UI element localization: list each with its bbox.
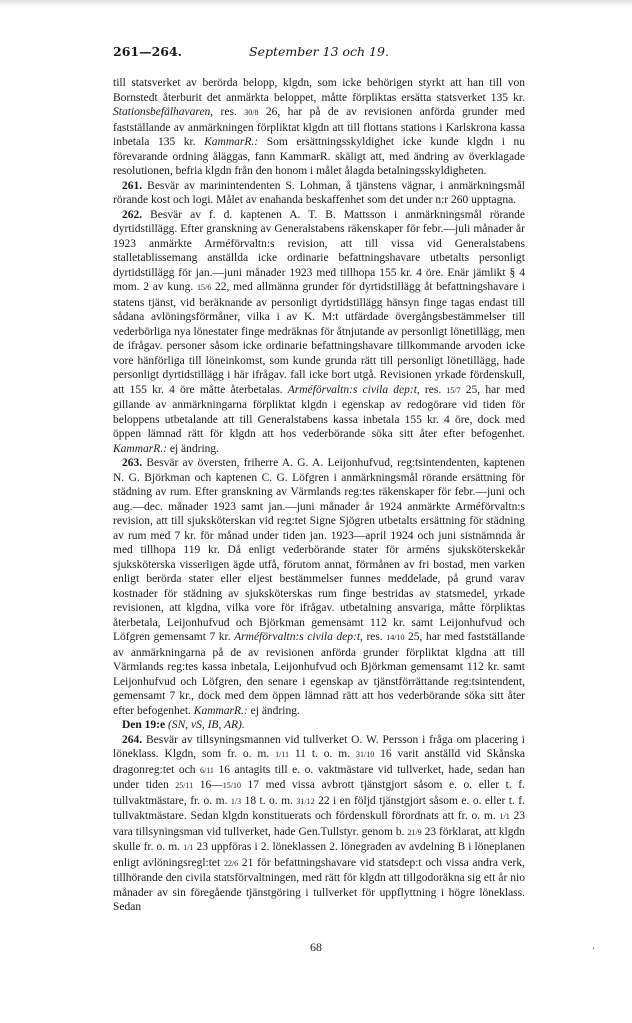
section-heading — [113, 718, 525, 733]
text-run: Besvär av översten, friherre A. G. A. Leijonhufvud, reg:tsintendenten, kaptenen N. G. Björkman och kaptenen C. G. Löfgren i anmärkningsmål rörande ersättning för städning av rum. Efter granskning av Värmlands reg:tes räkenskaper för febr.—juni och aug.—dec. månader 1923 samt jan.—juni månader år 1924 anmärkte Arméförvaltn:s revision, att till sjuksköterskan vid reg:tet Signe Sjögren utbetalts ersättning för städning av rum med 7 kr. för månad under tiden jan. 1923—april 1924 och juni sistnämnda år med tillhopa 119 kr. Då enligt vederbörande stater för arméns sjuksköterskekår sjuksköterska visserligen ägde utfå, förutom annat, förmånen av fri bostad, men varken enligt berörda stater eller eljest bestämmelser funnes meddelade, på grund varav kostnader för städning av sjuksköterskas rum finge bestridas av statsmedel, yrkade revisionen, att klgdna, vilka vore för ifrågav. utbetalning ansvariga, måtte förpliktas återbetala, Leijonhufvud och Björkman gemensamt 112 kr. samt Leijonhufvud och Löfgren gemensamt 7 kr. — [113, 457, 525, 643]
text-body — [113, 76, 525, 915]
header-date: September 13 och 19. — [249, 44, 389, 59]
case-number: 261. — [122, 179, 143, 192]
text-run: 21 för befattningshavare vid statsdep:t och vissa andra verk, tillhörande den civila statsförvaltningen, med rätt för klgdn att tillgodoräkna sig ett år nio månader av sin föregående tjänstgöring i tullverket för uppflyttning i högre löneklass. Sedan — [113, 856, 525, 913]
italic-run: Stationsbefälhavaren, — [113, 106, 214, 118]
running-header — [113, 44, 525, 64]
text-run: 23 vara tillsyningsman vid tullverket, hade Gen.Tullstyr. genom b. — [113, 810, 526, 838]
italic-run: Arméförvaltn:s civila dep:t, — [287, 383, 420, 396]
date-fraction: 31/12 — [296, 796, 315, 806]
paragraph-263 — [113, 456, 525, 718]
text-run: Besvär av f. d. kaptenen A. T. B. Mattsson i anmärkningsmål rörande dyrtidstillägg. Efter granskning av Generalstabens räkenskaper för febr.—juli månader år 1923 anmärkte Arméförvaltn:s revision, att till vissa vid Generalstabens stalletablissemang anställda icke ordinarie befattningshavare utbetalts personligt dyrtidstillägg för jan.—juni månader 1923 med tillhopa 155 kr. 4 öre. Enär jämlikt § 4 mom. 2 av kung. — [113, 208, 525, 293]
italic-run: KammarR.: — [113, 442, 167, 455]
text-run: res. — [419, 383, 447, 396]
text-run: 25, har med gillande av anmärkningarna förpliktat klgdn i egenskap av redogörare vid tiden för beloppens utbetalande att till Generalstabens kassa inbetala 155 kr. 4 öre, dock med öppen lämnad rätt för klgdn att hos vederbörande söka sitt åter efter befogenhet. — [113, 383, 525, 440]
paragraph-264 — [113, 733, 525, 915]
text-run: 17 med vissa avbrott tjänstgjort såsom e. o. eller t. f. tullvaktmästare, fr. o. m. — [113, 779, 525, 807]
case-number: 263. — [122, 457, 143, 469]
page-range: 261—264. — [113, 44, 183, 59]
date-fraction: 21/9 — [407, 827, 422, 837]
text-run: 26, har på de av revisionen anförda grunder med fastställande av anmärkningen förpliktat klgdn att till flottans stations i Karlskrona kassa inbetala 135 kr. — [113, 106, 525, 148]
date-fraction: 15/10 — [222, 781, 241, 790]
date-fraction: 1/3 — [230, 796, 242, 806]
section-panel: (SN, vS, IB, AR). — [168, 719, 245, 731]
italic-run: KammarR.: — [204, 136, 259, 148]
text-run: 22 i en följd tjänstgjort såsom e. o. eller t. f. tullvaktmästare. Sedan klgdn konstituerats och fördenskull förordnats att fr. o. m. — [113, 794, 525, 822]
case-number: 264. — [122, 733, 143, 746]
date-fraction: 30/8 — [244, 108, 259, 117]
paragraph-262 — [113, 208, 525, 457]
case-number: 262. — [122, 208, 143, 221]
text-run: Besvär av marinintendenten S. Lohman, å tjänstens vägnar, i anmärkningsmål rörande kost och logi. Målet av enahanda beskaffenhet som det under n:r 260 upptagna. — [113, 179, 525, 206]
date-fraction: 1/1 — [183, 843, 194, 852]
date-fraction: 31/10 — [356, 750, 375, 759]
italic-run: Arméförvaltn:s civila dep:t, — [234, 631, 363, 643]
page-number: 68 — [310, 940, 322, 954]
date-fraction: 15/7 — [446, 385, 461, 395]
paragraph-261 — [113, 179, 525, 208]
date-fraction: 14/10 — [386, 633, 405, 642]
text-run: 16 varit anställd vid Skånska dragonreg:tet och — [113, 748, 525, 776]
text-run: res. — [213, 106, 245, 118]
text-run: ej ändring. — [167, 442, 220, 455]
date-fraction: 25/11 — [175, 781, 194, 790]
date-fraction: 6/11 — [199, 765, 214, 775]
italic-run: KammarR.: — [193, 704, 248, 717]
margin-mark: · — [592, 944, 596, 955]
section-date: Den 19:e — [122, 719, 166, 731]
paragraph-continued — [113, 76, 525, 179]
text-run: 18 t. o. m. — [241, 794, 297, 807]
date-fraction: 15/6 — [196, 283, 212, 292]
scan-edge — [0, 0, 632, 6]
text-run: 23 förklarat, att klgdn skulle fr. o. m. — [113, 825, 526, 853]
date-fraction: 1/11 — [275, 750, 290, 759]
text-run: Som ersättningsskyldighet icke kunde klgdn i nu förevarande ordning åläggas, fann KammarR. skäligt att, med ändring av överklagade resolutionen, befria klgdn från den honom i målet ålagda betalningsskyldigheten. — [113, 136, 526, 177]
text-run: ej ändring. — [247, 704, 300, 717]
date-fraction: 22/6 — [223, 858, 239, 868]
text-run: 25, har med fastställande av anmärkningarna på de av revisionen anförda grunder förpliktat klgdna att till Värmlands reg:tes kassa inbetala, Leijonhufvud och Björkman gemensamt 112 kr. samt Leijonhufvud och Löfgren, den senare i egenskap av tjänstförrättande reg:tsintendent, gemensamt 7 kr., dock med dem öppen lämnad rätt att hos vederbörande söka sitt åter efter befogenhet. — [113, 631, 526, 717]
text-run: 16— — [193, 779, 223, 791]
text-run: Besvär av tillsyningsmannen vid tullverket O. W. Persson i fråga om placering i löneklass. Klgdn, som fr. o. m. — [113, 733, 525, 760]
text-run: till statsverket av berörda belopp, klgdn, som icke behörigen styrkt att han till von Bornstedt återburit det anmärkta beloppet, måtte förpliktas ersätta statsverket 135 kr. — [113, 77, 525, 104]
text-run: 16 antagits till e. o. vaktmästare vid tullverket, hade, sedan han under tiden — [113, 763, 525, 791]
text-run: 11 t. o. m. — [289, 748, 356, 760]
text-run: 23 uppföras i 2. löneklassen 2. lönegraden av avdelning B i löneplanen enligt avlöningsregl:tet — [113, 841, 525, 869]
date-fraction: 1/1 — [499, 812, 510, 821]
text-run: 22, med allmänna grunder för dyrtidstillägg åt befattningshavare i statens tjänst, vid beräknande av personligt dyrtidstillägg hänsyn finge tagas endast till sådana avlöningsförmåner, vilka i av K. M:t utfärdade övergångsbestämmelser till vederbörliga nya lönestater finge medräknas för åtnjutande av personligt lönetillägg, men de ifrågav. personer såsom icke ordinarie befattningshavare tillkommande arvoden icke vore hänförliga till löneinkomst, som kunde grunda rätt till personligt lönetillägg, hade personligt dyrtidstillägg i här ifrågav. fall icke bort utgå. Revisionen yrkade fördenskull, att 155 kr. 4 öre måtte återbetalas. — [113, 281, 525, 396]
text-run: res. — [362, 631, 387, 643]
